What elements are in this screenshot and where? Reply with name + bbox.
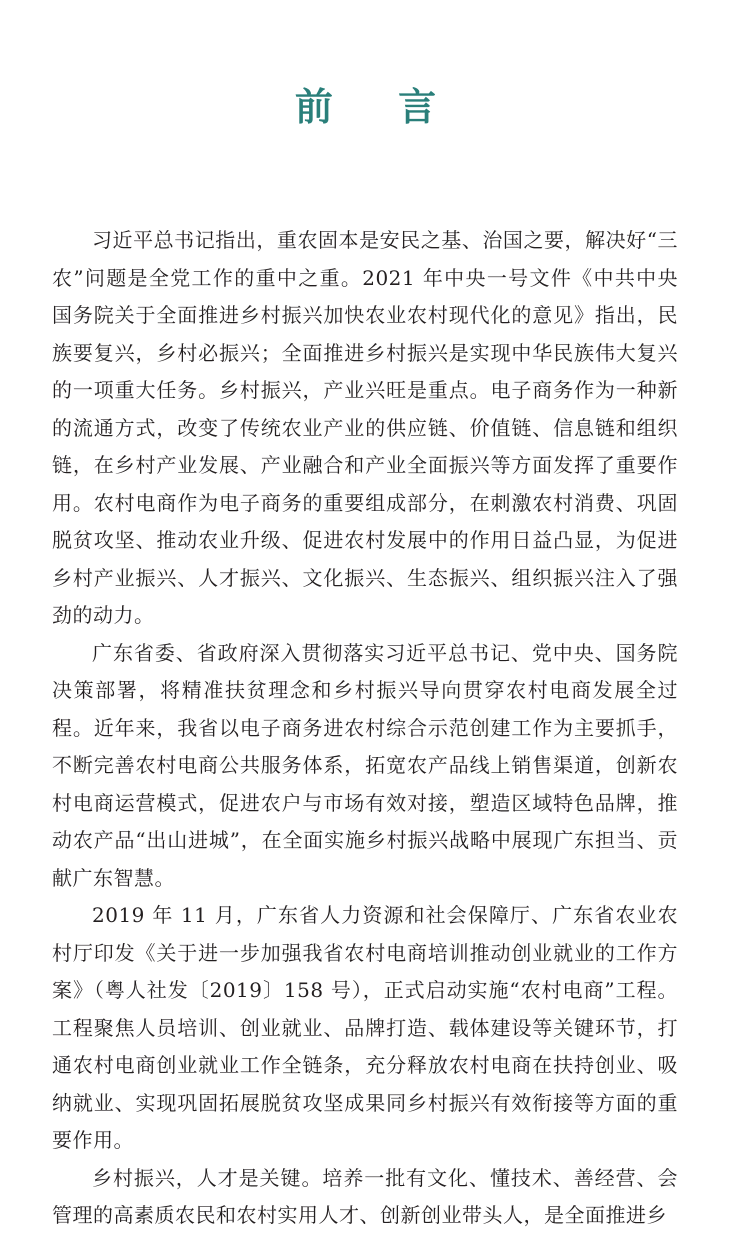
preface-body bbox=[52, 222, 678, 1235]
paragraph: 乡村振兴，人才是关键。培养一批有文化、懂技术、善经营、会管理的高素质农民和农村实用人才、创新创业带头人，是全面推进乡 bbox=[52, 1165, 678, 1227]
paragraph: 广东省委、省政府深入贯彻落实习近平总书记、党中央、国务院决策部署，将精准扶贫理念和乡村振兴导向贯穿农村电商发展全过程。近年来，我省以电子商务进农村综合示范创建工作为主要抓手，不断完善农村电商公共服务体系，拓宽农产品线上销售渠道，创新农村电商运营模式，促进农户与市场有效对接，塑造区域特色品牌，推动农产品“出山进城”，在全面实施乡村振兴战略中展现广东担当、贡献广东智慧。 bbox=[52, 640, 678, 890]
paragraph: 2019 年 11 月，广东省人力资源和社会保障厅、广东省农业农村厅印发《关于进一步加强我省农村电商培训推动创业就业的工作方案》（粤人社发〔2019〕158 号），正式启动实施“农村电商”工程。工程聚焦人员培训、创业就业、品牌打造、载体建设等关键环节，打通农村电商创业就业工作全链条，充分释放农村电商在扶持创业、吸纳就业、实现巩固拓展脱贫攻坚成果同乡村振兴有效衔接等方面的重要作用。 bbox=[52, 903, 678, 1152]
paragraph: 习近平总书记指出，重农固本是安民之基、治国之要，解决好“三农”问题是全党工作的重中之重。2021 年中央一号文件《中共中央 国务院关于全面推进乡村振兴加快农业农村现代化的意见》指出，民族要复兴，乡村必振兴；全面推进乡村振兴是实现中华民族伟大复兴的一项重大任务。乡村振兴，产业兴旺是重点。电子商务作为一种新的流通方式，改变了传统农业产业的供应链、价值链、信息链和组织链，在乡村产业发展、产业融合和产业全面振兴等方面发挥了重要作用。农村电商作为电子商务的重要组成部分，在刺激农村消费、巩固脱贫攻坚、推动农业升级、促进农村发展中的作用日益凸显，为促进乡村产业振兴、人才振兴、文化振兴、生态振兴、组织振兴注入了强劲的动力。 bbox=[52, 228, 678, 627]
page-title: 前 言 bbox=[294, 85, 463, 130]
